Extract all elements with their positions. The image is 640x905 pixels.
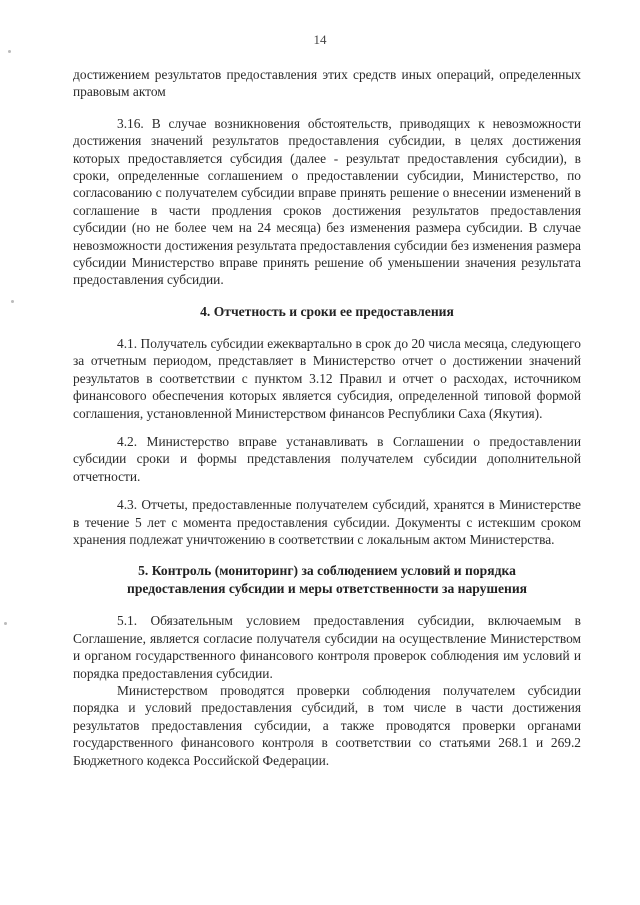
paragraph-4-3: 4.3. Отчеты, предоставленные получателем субсидий, хранятся в Министерстве в течение 5 лет с момента предоставления субсидии. Документы с истекшим сроком хранения подлежат уничтожению в соответствии с локальным актом Министерства. [73,497,581,547]
section-heading-5-line1: 5. Контроль (мониторинг) за соблюдением условий и порядка [138,563,516,579]
section-heading-5-line2: предоставления субсидии и меры ответственности за нарушения [127,581,527,597]
page-number: 14 [313,32,327,47]
scan-speck [4,622,7,625]
paragraph-intro: достижением результатов предоставления этих средств иных операций, определенных правовым актом [73,67,581,100]
scan-speck [8,50,11,53]
paragraph-4-1: 4.1. Получатель субсидии ежеквартально в срок до 20 числа месяца, следующего за отчетным периодом, представляет в Министерство отчет о достижении значений результатов в соответствии с пунктом 3.12 Правил и отчет о расходах, источником финансового обеспечения которых является субсидия, определенной типовой формой соглашения, установленной Министерством финансов Республики Саха (Якутия). [73,335,581,421]
document-body [73,66,581,769]
paragraph-5-1-continued: Министерством проводятся проверки соблюдения получателем субсидии порядка и условий предоставления субсидий, в том числе в части достижения результатов предоставления субсидии, а также проводятся проверки органами государственного финансового контроля в соответствии со статьями 268.1 и 269.2 Бюджетного кодекса Российской Федерации. [73,682,581,768]
paragraph-5-1: 5.1. Обязательным условием предоставления субсидии, включаемым в Соглашение, является согласие получателя субсидии на осуществление Министерством и органом государственного финансового контроля проверок соблюдения им условий и порядка предоставления субсидии. [73,613,581,681]
section-heading-4: 4. Отчетность и сроки ее предоставления [200,303,454,319]
scan-speck [11,300,14,303]
paragraph-3-16: 3.16. В случае возникновения обстоятельств, приводящих к невозможности достижения значений результатов предоставления субсидии, в целях достижения которых предоставляется субсидия (далее - результат предоставления субсидии), в сроки, определенные соглашением о предоставлении субсидии, Министерство, по согласованию с получателем субсидии вправе принять решение о внесении изменений в соглашение в части продления сроков достижения результатов предоставления субсидии (но не более чем на 24 месяца) без изменения размера субсидии. В случае невозможности достижения результата предоставления субсидии без изменения размера субсидии Министерство вправе принять решение об уменьшении значения результата предоставления субсидии. [73,115,581,288]
section-heading-5 [73,562,581,598]
paragraph-4-2: 4.2. Министерство вправе устанавливать в Соглашении о предоставлении субсидии сроки и формы представления получателем субсидии дополнительной отчетности. [73,433,581,484]
